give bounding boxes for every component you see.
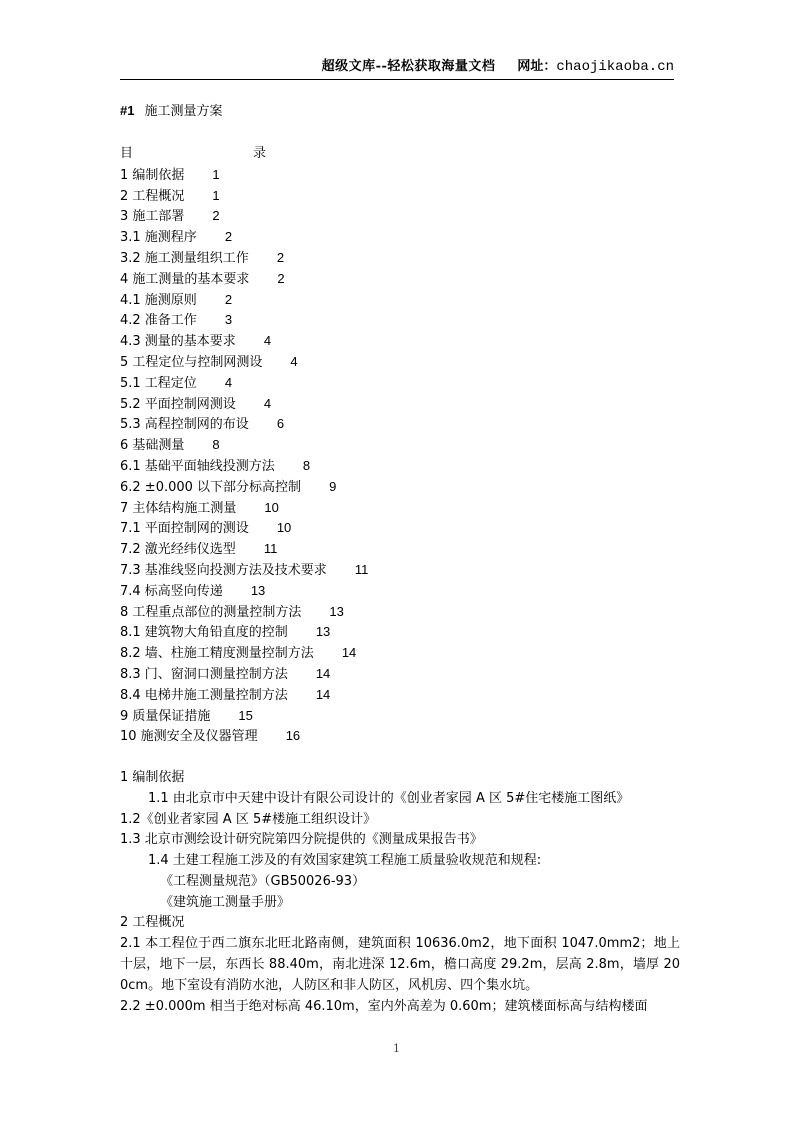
toc-item-page: 1 bbox=[212, 187, 220, 203]
toc-item[interactable] bbox=[120, 248, 680, 269]
toc-item[interactable] bbox=[120, 726, 680, 747]
reference-engineering-survey-code: 《工程测量规范》（GB50026-93） bbox=[160, 873, 366, 889]
toc-item[interactable] bbox=[120, 269, 680, 290]
toc-item[interactable] bbox=[120, 560, 680, 581]
toc-item-page: 8 bbox=[212, 437, 220, 453]
toc-item-page: 2 bbox=[224, 291, 233, 307]
toc-item[interactable] bbox=[120, 664, 680, 685]
toc-item-page: 2 bbox=[277, 270, 285, 286]
toc-item[interactable] bbox=[120, 622, 680, 643]
document-body bbox=[120, 144, 680, 1017]
toc-item[interactable] bbox=[120, 186, 680, 207]
toc-item-page: 4 bbox=[263, 395, 272, 411]
toc-item-label: 5 工程定位与控制网测设 bbox=[120, 354, 263, 370]
toc-item-label: 8.2 墙、柱施工精度测量控制方法 bbox=[120, 646, 314, 662]
toc-item-page: 6 bbox=[276, 416, 285, 432]
toc-item-label: 2 工程概况 bbox=[120, 188, 185, 204]
toc-heading-left: 目 bbox=[120, 146, 134, 161]
toc-item-label: 6.2 ±0.000 以下部分标高控制 bbox=[120, 479, 302, 495]
toc-heading bbox=[120, 144, 680, 165]
section-2-heading: 2 工程概况 bbox=[120, 915, 185, 931]
toc-item[interactable] bbox=[120, 498, 680, 519]
toc-heading-right: 录 bbox=[253, 146, 267, 161]
toc-item-label: 4.1 施测原则 bbox=[120, 292, 197, 308]
toc-item-page: 11 bbox=[354, 561, 369, 577]
header-url-link[interactable]: chaojikaoba.cn bbox=[556, 59, 674, 75]
toc-item-page: 2 bbox=[276, 249, 285, 265]
toc-item-page: 15 bbox=[238, 707, 253, 723]
toc-item-label: 5.1 工程定位 bbox=[120, 375, 197, 391]
toc-item[interactable] bbox=[120, 206, 680, 227]
toc-item-label: 7.3 基准线竖向投测方法及技术要求 bbox=[120, 562, 327, 578]
toc-item[interactable] bbox=[120, 414, 680, 435]
toc-item-label: 7 主体结构施工测量 bbox=[120, 500, 237, 516]
toc-item[interactable] bbox=[120, 435, 680, 456]
toc-item-page: 13 bbox=[315, 624, 331, 640]
toc-item-label: 3.2 施工测量组织工作 bbox=[120, 250, 249, 266]
toc-item-label: 7.2 激光经纬仪选型 bbox=[120, 542, 236, 558]
toc-item-page: 14 bbox=[341, 645, 357, 661]
section-1-1: 1.1 由北京市中天建中设计有限公司设计的《创业者家园 A 区 5#住宅楼施工图纸》 bbox=[148, 790, 630, 806]
toc-item[interactable] bbox=[120, 518, 680, 539]
toc-item-label: 4 施工测量的基本要求 bbox=[120, 271, 250, 287]
toc-item[interactable] bbox=[120, 165, 680, 186]
toc-item-label: 5.2 平面控制网测设 bbox=[120, 396, 236, 412]
toc-item-page: 4 bbox=[224, 374, 233, 390]
toc-item[interactable] bbox=[120, 331, 680, 352]
section-2-2: 2.2 ±0.000m 相当于绝对标高 46.10m，室内外高差为 0.60m；建筑楼面标高与结构楼面 bbox=[120, 998, 648, 1014]
section-1-heading: 1 编制依据 bbox=[120, 769, 185, 785]
toc-item[interactable] bbox=[120, 643, 680, 664]
toc-item[interactable] bbox=[120, 581, 680, 602]
toc-item-label: 8.4 电梯井施工测量控制方法 bbox=[120, 687, 288, 703]
toc-item[interactable] bbox=[120, 394, 680, 415]
toc-item[interactable] bbox=[120, 456, 680, 477]
toc-item[interactable] bbox=[120, 477, 680, 498]
document-title bbox=[120, 102, 222, 121]
toc-item-page: 8 bbox=[302, 457, 311, 473]
toc-item-label: 9 质量保证措施 bbox=[120, 708, 211, 724]
toc-item[interactable] bbox=[120, 290, 680, 311]
toc-item[interactable] bbox=[120, 539, 680, 560]
section-1-2: 1.2《创业者家园 A 区 5#楼施工组织设计》 bbox=[120, 811, 377, 827]
toc-item[interactable] bbox=[120, 602, 680, 623]
section-1-3: 1.3 北京市测绘设计研究院第四分院提供的《测量成果报告书》 bbox=[120, 832, 483, 848]
toc-item-page: 16 bbox=[285, 728, 301, 744]
toc-item-label: 7.1 平面控制网的测设 bbox=[120, 521, 249, 537]
toc-item-label: 8.3 门、窗洞口测量控制方法 bbox=[120, 666, 288, 682]
toc-item-page: 4 bbox=[290, 353, 298, 369]
toc-item-page: 1 bbox=[212, 166, 220, 182]
reference-construction-survey-manual: 《建筑施工测量手册》 bbox=[160, 894, 291, 910]
toc-item-label: 4.2 准备工作 bbox=[120, 313, 197, 329]
table-of-contents bbox=[120, 165, 680, 747]
toc-item[interactable] bbox=[120, 227, 680, 248]
toc-item-label: 8.1 建筑物大角铅直度的控制 bbox=[120, 625, 288, 641]
title-text: 施工测量方案 bbox=[144, 104, 223, 119]
page-number: 1 bbox=[393, 1042, 400, 1055]
toc-item-label: 10 施测安全及仪器管理 bbox=[120, 729, 258, 745]
section-2-1: 2.1 本工程位于西二旗东北旺北路南侧，建筑面积 10636.0m2，地下面积 1047.0mm2；地上十层，地下一层，东西长 88.40m，南北进深 12.6m，檐口高度 29.2m，层高 2.8m，墙厚 200cm。地下室设有消防水池，人防区和非人防区，风机房、四个集水坑。 bbox=[120, 936, 680, 993]
toc-item[interactable] bbox=[120, 373, 680, 394]
toc-item-label: 3 施工部署 bbox=[120, 209, 185, 225]
section-1-4: 1.4 土建工程施工涉及的有效国家建筑工程施工质量验收规范和规程: bbox=[148, 853, 542, 869]
toc-item-page: 2 bbox=[212, 208, 220, 224]
toc-item-label: 5.3 高程控制网的布设 bbox=[120, 417, 249, 433]
section-spacer bbox=[120, 747, 680, 768]
toc-item-page: 3 bbox=[224, 312, 233, 328]
title-number: #1 bbox=[120, 103, 135, 118]
toc-item-page: 11 bbox=[263, 541, 278, 557]
header-url-label: 网址： bbox=[517, 59, 557, 74]
toc-item-page: 9 bbox=[329, 478, 337, 494]
toc-item-label: 6 基础测量 bbox=[120, 438, 185, 454]
toc-item[interactable] bbox=[120, 352, 680, 373]
toc-item-label: 3.1 施测程序 bbox=[120, 230, 197, 246]
toc-item-page: 13 bbox=[329, 603, 344, 619]
toc-item-page: 10 bbox=[276, 520, 292, 536]
toc-item-page: 4 bbox=[263, 333, 272, 349]
toc-item-page: 14 bbox=[315, 665, 331, 681]
toc-item[interactable] bbox=[120, 310, 680, 331]
toc-item-page: 13 bbox=[250, 582, 266, 598]
toc-item-label: 4.3 测量的基本要求 bbox=[120, 334, 236, 350]
toc-item-label: 1 编制依据 bbox=[120, 167, 185, 183]
toc-item[interactable] bbox=[120, 685, 680, 706]
toc-item-label: 7.4 标高竖向传递 bbox=[120, 583, 223, 599]
toc-item-page: 14 bbox=[315, 686, 331, 702]
header-brand: 超级文库--轻松获取海量文档 bbox=[321, 59, 496, 74]
toc-item-page: 10 bbox=[264, 499, 279, 515]
toc-item-page: 2 bbox=[224, 229, 233, 245]
toc-item-label: 6.1 基础平面轴线投测方法 bbox=[120, 458, 275, 474]
page-header bbox=[120, 58, 674, 80]
toc-item[interactable] bbox=[120, 706, 680, 727]
toc-item-label: 8 工程重点部位的测量控制方法 bbox=[120, 604, 302, 620]
